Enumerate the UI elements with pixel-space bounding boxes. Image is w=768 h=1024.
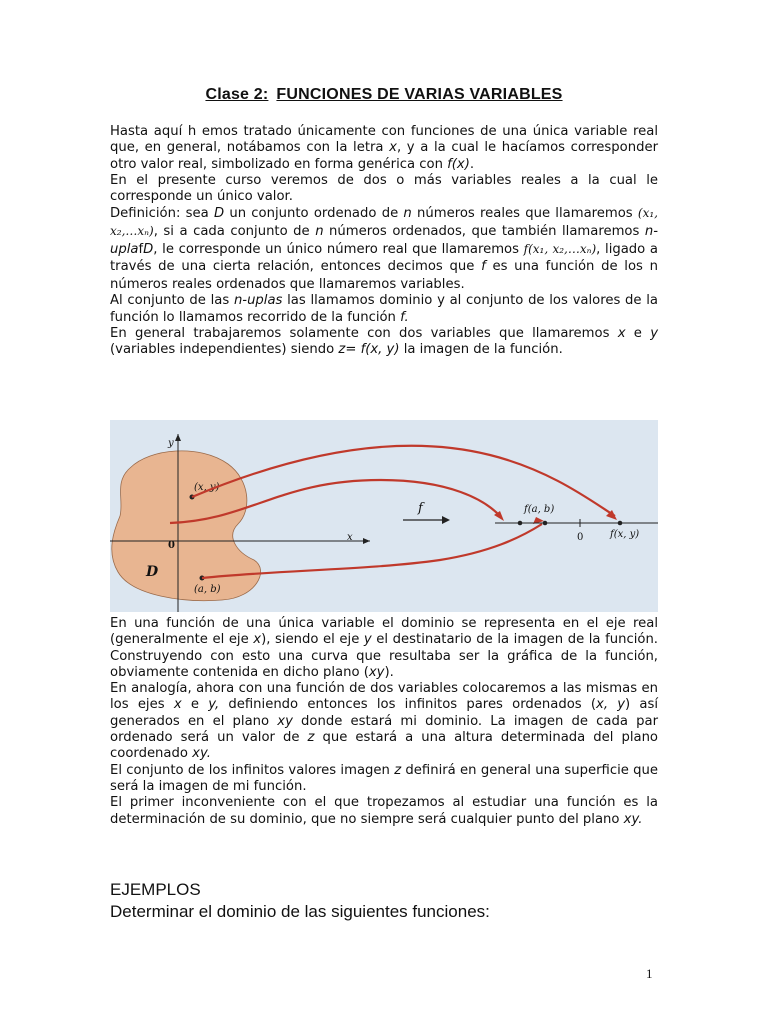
expr-fx: f(x): [447, 156, 470, 172]
var-f: f.: [400, 309, 409, 325]
text: .: [469, 156, 475, 172]
text: (variables independientes) siendo: [110, 342, 339, 358]
var-xy: xy: [368, 664, 385, 680]
text: , le corresponde un único número real que llamaremos: [153, 241, 524, 257]
intro-paragraph-2: En el presente curso veremos de dos o más variables reales a la cual le corresponde un único valor.: [110, 172, 658, 205]
intro-section: [110, 124, 658, 359]
var-D: D: [213, 206, 225, 222]
text: En analogía, ahora con una función de dos variables colocaremos a las mismas en los ejes: [110, 681, 658, 713]
body-paragraph-4: [110, 795, 658, 828]
text: Hasta aquí h emos tratado únicamente con funciones de una única variable real que, en general, notábamos con la letra: [110, 124, 658, 156]
var-x: x: [389, 140, 397, 156]
y-axis-label: y: [168, 438, 174, 449]
var-x: x: [173, 697, 182, 713]
text: e: [181, 697, 209, 713]
text: El conjunto de los infinitos valores imagen: [110, 762, 395, 778]
f-ab-label: f(a, b): [524, 504, 555, 515]
var-xy: xy.: [192, 746, 211, 762]
text: ).: [384, 664, 394, 680]
text: las llamamos dominio y al conjunto de los valores de la función lo llamamos recorrido de la función: [110, 293, 658, 325]
real-line-dot-fxy: [618, 521, 623, 526]
var-n: n: [315, 224, 324, 240]
var-z: z: [394, 762, 402, 778]
function-diagram-svg: [110, 420, 658, 612]
body-paragraph-1: [110, 616, 658, 681]
page-title: [0, 86, 768, 104]
text: , si a cada conjunto de: [153, 224, 316, 240]
var-z: z: [307, 730, 315, 746]
var-x: x: [617, 326, 626, 342]
region-label: D: [146, 564, 159, 580]
text: definiendo entonces los infinitos pares ordenados (: [219, 697, 597, 713]
text: f: [138, 241, 144, 257]
text: En general trabajaremos solamente con dos variables que llamaremos: [110, 326, 618, 342]
var-f: f: [481, 259, 486, 275]
intro-paragraph-3: [110, 205, 658, 293]
text: donde estará mi dominio. La imagen de cada par ordenado será un valor de: [110, 713, 658, 746]
text: el destinatario de la imagen de la función. Construyendo con esto una curva que resultaba ser la gráfica de la función, obviamente contenida en dicho plano (: [110, 632, 658, 680]
real-line-dot-fab: [543, 521, 548, 526]
body-section: [110, 616, 658, 828]
var-xy: xy.: [623, 811, 643, 827]
point-xy-label: (x, y): [194, 482, 220, 493]
text: , y a la cual le hacíamos corresponder otro valor real, simbolizado en forma genérica con: [110, 140, 658, 172]
function-diagram: [110, 420, 658, 612]
text: un conjunto ordenado de: [224, 206, 404, 222]
text: ) así generados en el plano: [110, 697, 659, 729]
body-paragraph-2: [110, 681, 658, 762]
term-nupla: n-upla: [110, 224, 658, 257]
tuple-expr: (x₁, x₂,…xₙ): [110, 206, 658, 239]
var-y: y: [650, 326, 659, 342]
intro-paragraph-1: [110, 124, 658, 173]
function-arrow-label: f: [418, 501, 423, 516]
var-xy: xy: [277, 713, 293, 729]
term-nuplas: n-uplas: [233, 293, 283, 309]
var-xy: x, y: [596, 697, 626, 713]
text: definirá en general una superficie que será la imagen de mi función.: [110, 762, 659, 794]
text: Definición: sea: [110, 206, 214, 222]
examples-heading: EJEMPLOS: [110, 880, 201, 899]
body-paragraph-3: [110, 763, 658, 796]
text: números reales que llamaremos: [411, 206, 638, 222]
real-line-zero-label: 0: [577, 532, 584, 543]
var-D: D: [143, 241, 154, 257]
examples-subheading: Determinar el dominio de las siguientes funciones:: [110, 902, 490, 921]
title-main: FUNCIONES DE VARIAS VARIABLES: [276, 86, 563, 103]
text: que estará a una altura determinada del plano coordenado: [110, 730, 658, 762]
text: ), siendo el eje: [261, 632, 364, 648]
function-tuple-expr: f(x₁, x₂,…xₙ): [523, 241, 597, 256]
real-line-dot-1: [518, 521, 523, 526]
text: números ordenados, que también llamaremos: [323, 224, 645, 240]
intro-paragraph-4: [110, 293, 658, 326]
var-y: y: [363, 632, 372, 648]
point-ab-label: (a, b): [194, 584, 221, 595]
intro-paragraph-5: [110, 326, 658, 359]
var-x: x: [253, 632, 262, 648]
x-axis-label: x: [347, 532, 353, 543]
var-n: n: [403, 206, 412, 222]
text: , ligado a través de una cierta relación, entonces decimos que: [110, 241, 658, 275]
f-xy-label: f(x, y): [610, 529, 640, 540]
text: Al conjunto de las: [110, 293, 234, 309]
text: es una función de los n números reales ordenados que llamaremos variables.: [110, 259, 658, 292]
text: El primer inconveniente con el que tropezamos al estudiar una función es la determinación de su dominio, que no siempre será cualquier punto del plano: [110, 795, 658, 827]
text: la imagen de la función.: [399, 342, 563, 358]
page-number: 1: [646, 966, 653, 981]
expr-z: z= f(x, y): [338, 342, 400, 358]
origin-label: 0: [168, 540, 175, 551]
title-prefix: Clase 2:: [205, 86, 269, 103]
text: e: [625, 326, 651, 342]
var-y: y,: [208, 697, 220, 713]
text: En una función de una única variable el dominio se representa en el eje real (generalmente el eje: [110, 616, 658, 648]
